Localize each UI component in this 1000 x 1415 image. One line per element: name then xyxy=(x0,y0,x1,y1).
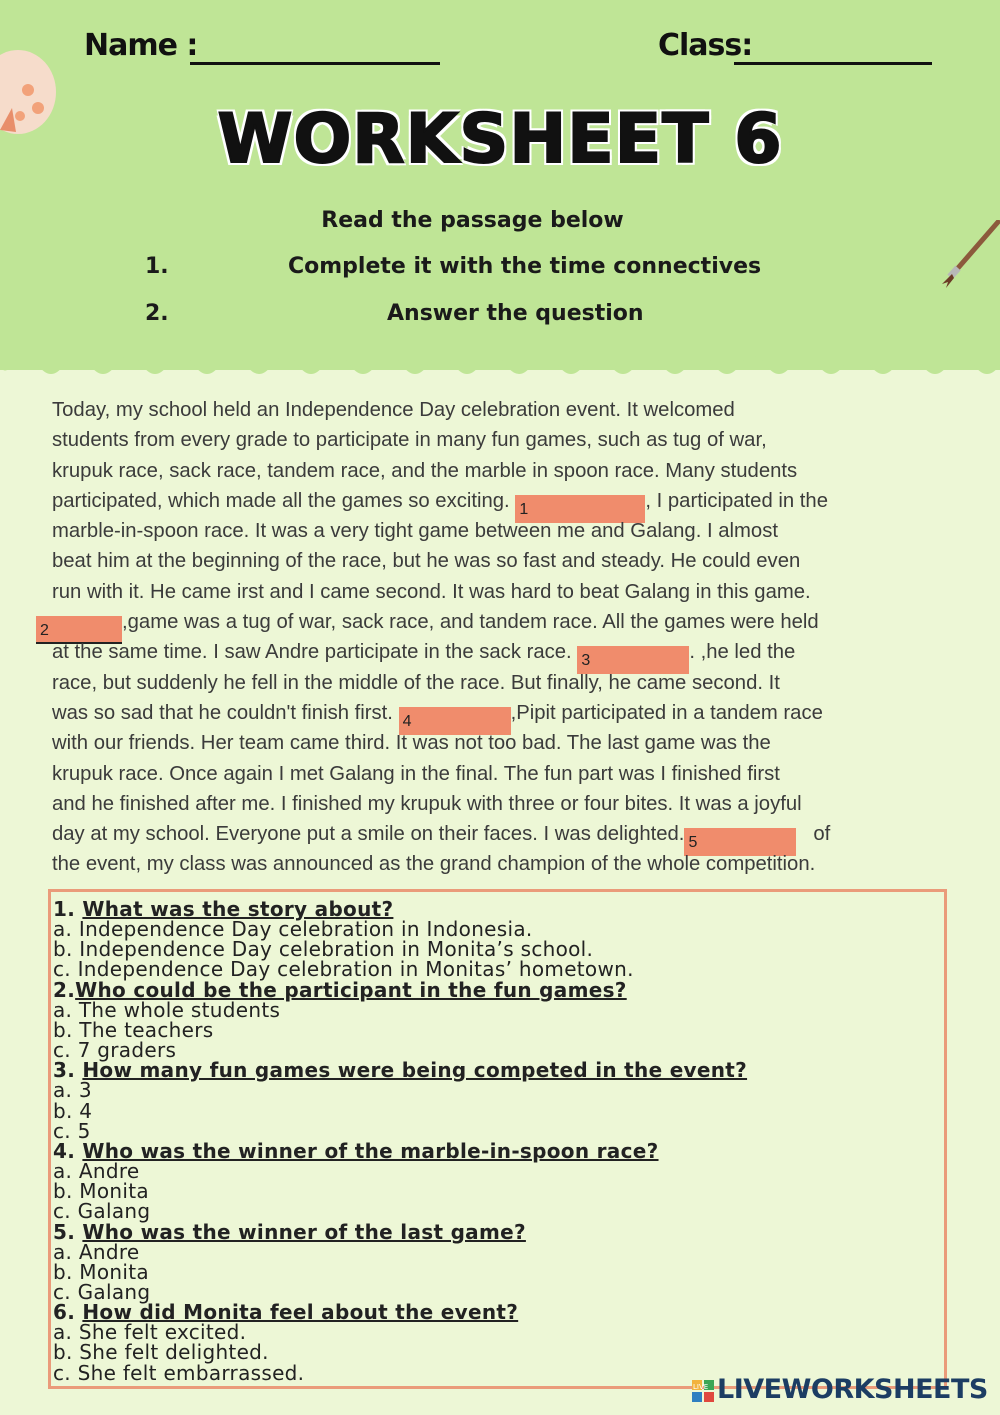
blank-field-5[interactable]: 5 xyxy=(684,828,796,856)
passage-line xyxy=(52,486,957,516)
passage-line: marble-in-spoon race. It was a very tight game between me and Galang. I almost xyxy=(52,520,778,543)
passage-line: beat him at the beginning of the race, but he was so fast and steady. He could even xyxy=(52,550,801,573)
answer-option[interactable]: c. Galang xyxy=(53,1279,151,1304)
answer-option[interactable]: b. Monita xyxy=(53,1259,149,1284)
answer-option[interactable]: a. Andre xyxy=(53,1239,140,1264)
passage-line: students from every grade to participate in many fun games, such as tug of war, xyxy=(52,429,767,452)
answer-option[interactable]: b. 4 xyxy=(53,1098,93,1123)
question-number: 6. xyxy=(53,1300,76,1325)
answer-option[interactable]: b. Independence Day celebration in Monita’s school. xyxy=(53,937,594,962)
question-number: 5. xyxy=(53,1219,76,1244)
blank-field-1[interactable]: 1 xyxy=(515,495,645,523)
liveworksheets-brand xyxy=(717,1374,988,1405)
question-text: Who was the winner of the marble-in-spoon race? xyxy=(82,1138,659,1163)
questions-list xyxy=(53,899,747,1383)
question-text: Who was the winner of the last game? xyxy=(82,1219,526,1244)
passage-line: Today, my school held an Independence Day celebration event. It welcomed xyxy=(52,399,735,421)
instruction-intro: Read the passage below xyxy=(321,208,624,233)
answer-option[interactable]: c. 5 xyxy=(53,1118,91,1143)
passage-text: ,Pipit participated in a tandem race xyxy=(510,701,823,724)
passage-line: the event, my class was announced as the grand champion of the whole competition. xyxy=(52,853,816,876)
passage-line: krupuk race, sack race, tandem race, and the marble in spoon race. Many students xyxy=(52,459,798,482)
question-text: Who could be the participant in the fun games? xyxy=(75,977,627,1002)
instruction-number: 1. xyxy=(145,254,169,279)
instruction-number: 2. xyxy=(145,301,169,326)
blank-field-3[interactable]: 3 xyxy=(577,646,689,674)
passage-line: with our friends. Her team came third. It was not too bad. The last game was the xyxy=(52,732,771,755)
name-label: Name : xyxy=(84,28,198,63)
question-text: How did Monita feel about the event? xyxy=(82,1300,519,1325)
question-number: 4. xyxy=(53,1138,76,1163)
class-label: Class: xyxy=(658,28,753,63)
name-input-line[interactable] xyxy=(190,62,440,65)
liveworksheets-logo-icon xyxy=(692,1380,714,1402)
passage-line xyxy=(52,637,957,670)
logo-mark-text: LIVE xyxy=(693,1383,709,1391)
answer-option[interactable]: a. Independence Day celebration in Indonesia. xyxy=(53,917,533,942)
reading-passage xyxy=(40,395,957,880)
paint-brush-icon xyxy=(940,220,1000,290)
passage-line xyxy=(36,607,957,640)
question-number: 2. xyxy=(53,977,76,1002)
passage-line: krupuk race. Once again I met Galang in the final. The fun part was I finished first xyxy=(52,762,780,785)
instruction-text: Complete it with the time connectives xyxy=(288,254,762,279)
question-4 xyxy=(53,1138,747,1163)
question-number: 3. xyxy=(53,1058,76,1083)
answer-option[interactable]: a. Andre xyxy=(53,1159,140,1184)
answer-option[interactable]: c. She felt embarrassed. xyxy=(53,1360,305,1385)
passage-text: participated, which made all the games so exciting. xyxy=(52,489,510,512)
answer-option[interactable]: a. 3 xyxy=(53,1078,92,1103)
answer-option[interactable]: a. She felt excited. xyxy=(53,1320,247,1345)
blank-field-2[interactable]: 2 xyxy=(36,616,122,644)
worksheet-title: WORKSHEET 6 xyxy=(217,100,783,179)
passage-text: was so sad that he couldn't finish first. xyxy=(52,701,393,724)
passage-text: of xyxy=(813,823,831,846)
class-input-line[interactable] xyxy=(734,62,932,65)
answer-option[interactable]: b. The teachers xyxy=(53,1017,214,1042)
answer-option[interactable]: c. 7 graders xyxy=(53,1038,177,1063)
answer-option[interactable]: c. Galang xyxy=(53,1199,151,1224)
question-6 xyxy=(53,1300,747,1325)
answer-option[interactable]: c. Independence Day celebration in Monitas’ hometown. xyxy=(53,957,634,982)
wave-divider xyxy=(0,345,1000,385)
brand-text: LIVEWORKSHEETS xyxy=(717,1374,988,1405)
passage-line xyxy=(52,819,957,852)
question-5 xyxy=(53,1219,747,1244)
passage-line: race, but suddenly he fell in the middle of the race. But finally, he came second. It xyxy=(52,671,780,694)
passage-line xyxy=(52,698,957,728)
passage-text: at the same time. I saw Andre participate in the sack race. xyxy=(52,641,572,664)
passage-line: and he finished after me. I finished my krupuk with three or four bites. It was a joyful xyxy=(52,792,802,815)
answer-option[interactable]: b. Monita xyxy=(53,1179,149,1204)
blank-field-4[interactable]: 4 xyxy=(399,707,511,735)
question-1 xyxy=(53,899,747,919)
instruction-text: Answer the question xyxy=(387,301,644,326)
question-text: What was the story about? xyxy=(82,897,394,921)
passage-text: , I participated in the xyxy=(645,489,828,512)
answer-option[interactable]: b. She felt delighted. xyxy=(53,1340,269,1365)
question-2 xyxy=(53,977,747,1002)
passage-text: day at my school. Everyone put a smile on their faces. I was delighted. xyxy=(52,823,685,846)
question-number: 1. xyxy=(53,897,76,921)
passage-text: . ,he led the xyxy=(689,641,796,664)
passage-text: ,game was a tug of war, sack race, and tandem race. All the games were held xyxy=(122,611,819,634)
question-text: How many fun games were being competed in the event? xyxy=(82,1058,748,1083)
passage-line: run with it. He came irst and I came second. It was hard to beat Galang in this game. xyxy=(52,580,811,603)
answer-option[interactable]: a. The whole students xyxy=(53,997,281,1022)
question-3 xyxy=(53,1058,748,1083)
